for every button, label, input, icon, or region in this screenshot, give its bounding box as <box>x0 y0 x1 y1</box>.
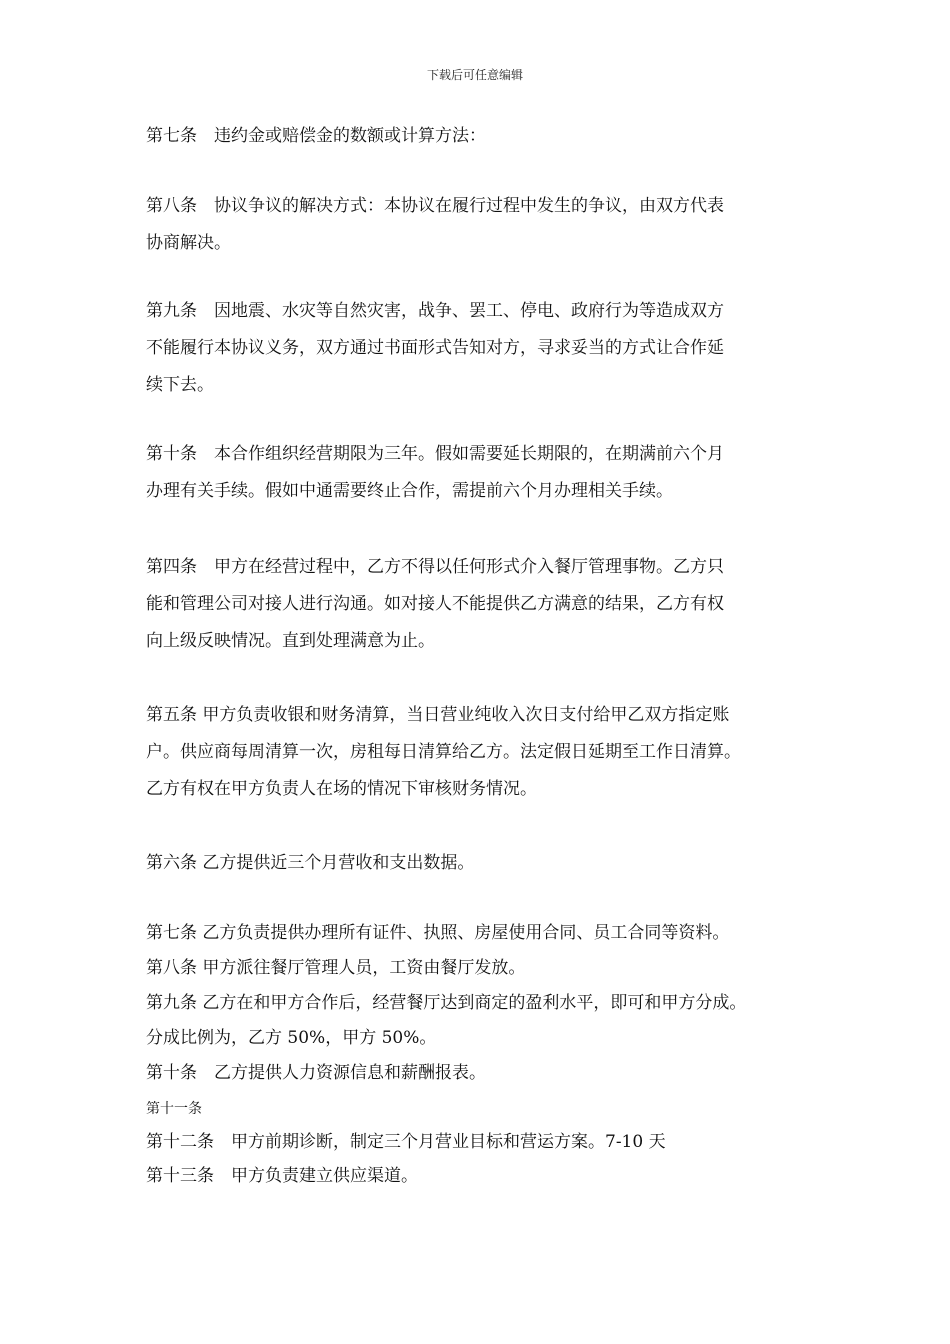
list-line: 第七条 乙方负责提供办理所有证件、执照、房屋使用合同、员工合同等资料。 <box>146 923 730 943</box>
clause-paragraph <box>146 188 826 262</box>
list-line: 第十三条 甲方负责建立供应渠道。 <box>146 1166 418 1186</box>
paragraph-line: 办理有关手续。假如中通需要终止合作，需提前六个月办理相关手续。 <box>146 481 673 501</box>
clause-paragraph <box>146 845 826 882</box>
list-line: 第十条 乙方提供人力资源信息和薪酬报表。 <box>146 1063 486 1083</box>
paragraph-line: 续下去。 <box>146 375 214 395</box>
paragraph-line: 第五条 甲方负责收银和财务清算，当日营业纯收入次日支付给甲乙双方指定账 <box>146 705 730 725</box>
paragraph-line: 向上级反映情况。直到处理满意为止。 <box>146 631 435 651</box>
paragraph-line: 第七条 违约金或赔偿金的数额或计算方法： <box>146 126 486 146</box>
list-line: 分成比例为，乙方 50%，甲方 50%。 <box>146 1028 437 1048</box>
clause-paragraph <box>146 118 826 155</box>
paragraph-line: 不能履行本协议义务，双方通过书面形式告知对方，寻求妥当的方式让合作延 <box>146 338 724 358</box>
paragraph-line: 第六条 乙方提供近三个月营收和支出数据。 <box>146 853 475 873</box>
paragraph-line: 第八条 协议争议的解决方式：本协议在履行过程中发生的争议，由双方代表 <box>146 196 724 216</box>
clause-paragraph <box>146 436 826 510</box>
paragraph-line: 户。供应商每周清算一次，房租每日清算给乙方。法定假日延期至工作日清算。 <box>146 742 741 762</box>
paragraph-line: 第四条 甲方在经营过程中，乙方不得以任何形式介入餐厅管理事物。乙方只 <box>146 557 724 577</box>
clause-paragraph <box>146 549 826 660</box>
list-line: 第十一条 <box>146 1101 202 1117</box>
paragraph-line: 第九条 因地震、水灾等自然灾害，战争、罢工、停电、政府行为等造成双方 <box>146 301 724 321</box>
clause-paragraph <box>146 697 826 808</box>
paragraph-line: 乙方有权在甲方负责人在场的情况下审核财务情况。 <box>146 779 537 799</box>
clause-paragraph <box>146 293 826 404</box>
paragraph-line: 第十条 本合作组织经营期限为三年。假如需要延长期限的，在期满前六个月 <box>146 444 724 464</box>
paragraph-line: 能和管理公司对接人进行沟通。如对接人不能提供乙方满意的结果，乙方有权 <box>146 594 724 614</box>
paragraph-line: 协商解决。 <box>146 233 231 253</box>
list-line: 第十二条 甲方前期诊断，制定三个月营业目标和营运方案。7-10 天 <box>146 1132 666 1152</box>
page-header: 下载后可任意编辑 <box>426 68 523 82</box>
list-line: 第八条 甲方派往餐厅管理人员，工资由餐厅发放。 <box>146 958 526 978</box>
list-line: 第九条 乙方在和甲方合作后，经营餐厅达到商定的盈利水平，即可和甲方分成。 <box>146 993 747 1013</box>
